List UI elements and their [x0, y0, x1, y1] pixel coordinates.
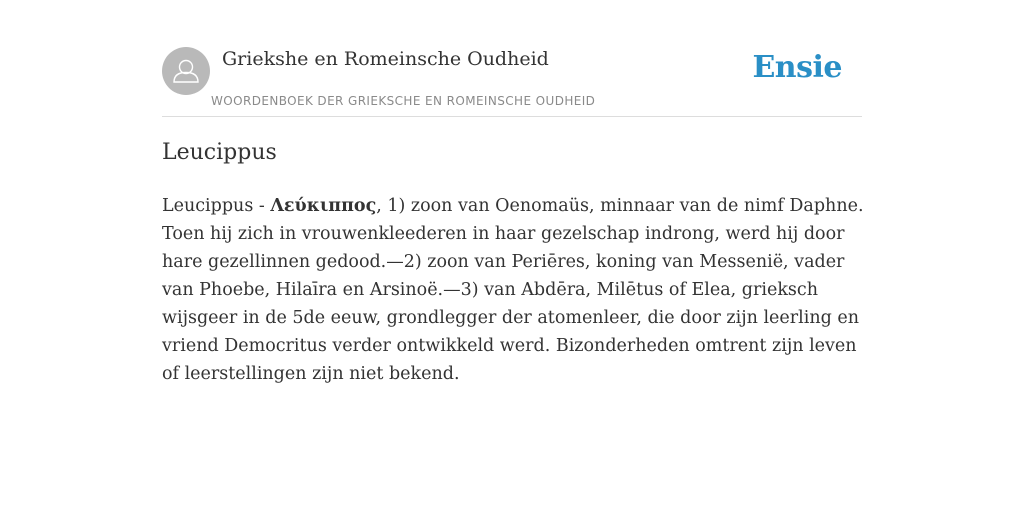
entry-lead: Leucippus -: [162, 196, 271, 216]
source-dictionary[interactable]: WOORDENBOEK DER GRIEKSCHE EN ROMEINSCHE OUDHEID: [211, 94, 596, 108]
entry-body: [162, 192, 867, 388]
entry-header: [162, 46, 862, 117]
ensie-logo[interactable]: Ensie: [752, 50, 842, 85]
entry-greek-term: Λεύκιππος: [270, 196, 377, 216]
author-avatar[interactable]: [162, 47, 210, 95]
entry-title: Leucippus: [162, 140, 277, 165]
author-name[interactable]: Griekshe en Romeinsche Oudheid: [222, 48, 549, 70]
user-silhouette-icon: [162, 47, 210, 95]
entry-definition: , 1) zoon van Oenomaüs, minnaar van de nimf Daphne. Toen hij zich in vrouwenkleederen in haar gezelschap indrong, werd hij door hare gezellinnen gedood.—2) zoon van Periēres, koning van Messenië, vader van Phoebe, Hilaīra en Arsinoë.—3) van Abdēra, Milētus of Elea, grieksch wijsgeer in de 5de eeuw, grondlegger der atomenleer, die door zijn leerling en vriend Democritus verder ontwikkeld werd. Bizonderheden omtrent zijn leven of leerstellingen zijn niet bekend.: [162, 196, 864, 384]
